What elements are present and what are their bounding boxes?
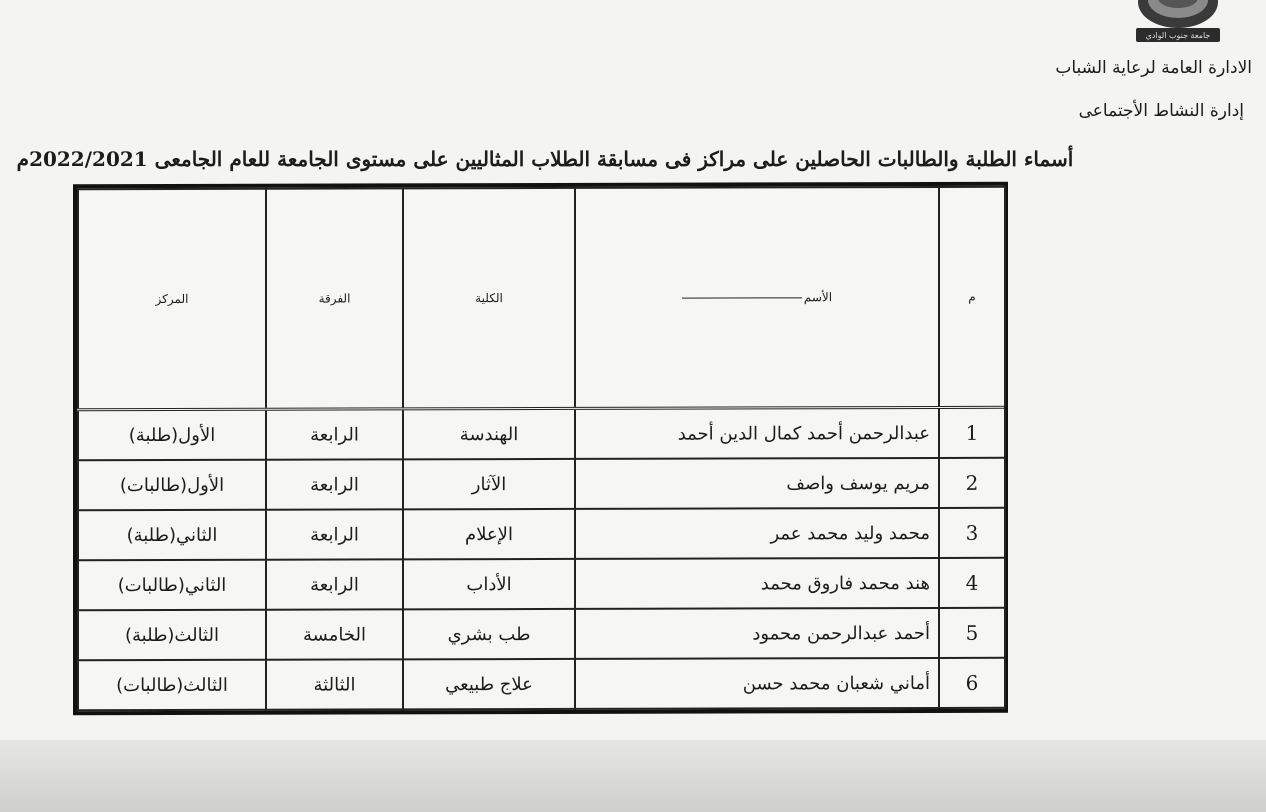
cell-college: الآثار (403, 459, 575, 509)
cell-college: طب بشري (403, 609, 575, 659)
cell-year: الخامسة (266, 609, 403, 659)
cell-name: أحمد عبدالرحمن محمود (575, 608, 939, 659)
table-row (78, 658, 1005, 710)
winners-table (73, 182, 1008, 715)
table-row (78, 558, 1005, 610)
header-name-label: الأسم (803, 290, 833, 305)
cell-num: 6 (939, 658, 1005, 708)
university-logo (1130, 0, 1226, 48)
header-rank: المركز (78, 189, 266, 410)
cell-rank: الثاني(طلبة) (78, 510, 266, 560)
cell-name: هند محمد فاروق محمد (575, 558, 939, 609)
cell-year: الرابعة (266, 459, 403, 509)
cell-college: علاج طبيعي (403, 659, 575, 709)
document-title: أسماء الطلبة والطالبات الحاصلين على مراكز فى مسابقة الطلاب المثاليين على مستوى الجامعة للعام الجامعى 2022/2021م (16, 147, 1074, 171)
cell-year: الرابعة (266, 559, 403, 609)
cell-num: 1 (939, 407, 1005, 458)
cell-num: 2 (939, 458, 1005, 508)
background-surface (0, 740, 1266, 812)
cell-rank: الأول(طالبات) (78, 460, 266, 510)
cell-college: الأداب (403, 559, 575, 609)
table-header-row (78, 187, 1005, 410)
cell-year: الرابعة (266, 509, 403, 559)
cell-num: 5 (939, 608, 1005, 658)
cell-name: محمد وليد محمد عمر (575, 508, 939, 559)
cell-num: 3 (939, 508, 1005, 558)
department-general: الادارة العامة لرعاية الشباب (1055, 58, 1252, 78)
cell-name: مريم يوسف واصف (575, 458, 939, 509)
table-row (78, 458, 1005, 510)
table-row (78, 608, 1005, 660)
cell-name: عبدالرحمن أحمد كمال الدين أحمد (575, 407, 939, 458)
header-name (575, 187, 939, 408)
cell-college: الهندسة (403, 408, 575, 459)
header-name-underline (682, 297, 802, 298)
cell-rank: الثالث(طالبات) (78, 660, 266, 710)
cell-college: الإعلام (403, 509, 575, 559)
cell-num: 4 (939, 558, 1005, 608)
cell-rank: الثاني(طالبات) (78, 560, 266, 610)
table-row (78, 508, 1005, 560)
cell-year: الثالثة (266, 659, 403, 709)
header-num: م (939, 187, 1005, 408)
header-college: الكلية (403, 188, 575, 409)
cell-rank: الأول(طلبة) (78, 409, 266, 460)
logo-caption: جامعة جنوب الوادي (1145, 31, 1211, 40)
cell-rank: الثالث(طلبة) (78, 610, 266, 660)
header-year: الفرقة (266, 188, 403, 409)
cell-year: الرابعة (266, 409, 403, 460)
cell-name: أماني شعبان محمد حسن (575, 658, 939, 709)
table-row (78, 407, 1005, 460)
department-social: إدارة النشاط الأجتماعى (1078, 101, 1244, 121)
